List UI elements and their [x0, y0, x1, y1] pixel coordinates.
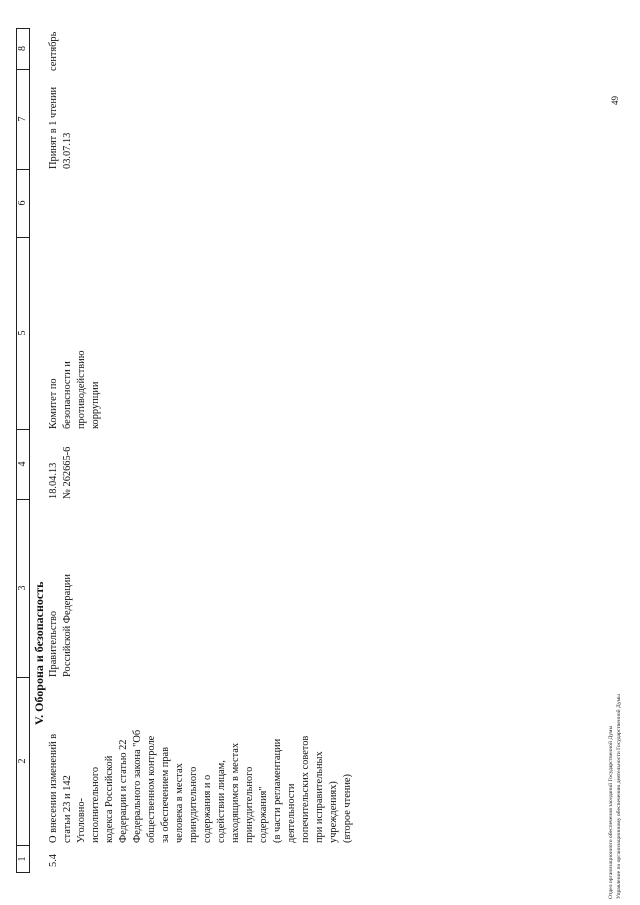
header-col-8: 8	[17, 28, 29, 70]
initiator-line: Правительство	[48, 610, 59, 677]
bill-title-line: Федерации и статью 22	[118, 739, 129, 843]
bill-title-line: содержания"	[258, 786, 269, 843]
bill-title-line: человека в местах	[174, 763, 185, 843]
status-line: Принят в 1 чтении	[48, 86, 59, 169]
bill-title-line: находящимся в местах	[230, 742, 241, 843]
header-col-7: 7	[17, 69, 29, 170]
header-col-1: 1	[17, 856, 28, 862]
header-col-4: 4	[17, 429, 29, 500]
initiator	[47, 574, 75, 677]
bill-title-line: принудительного	[188, 766, 199, 843]
bill-title-line: деятельности	[286, 783, 297, 843]
header-col-2: 2	[17, 677, 29, 846]
bill-title	[47, 730, 355, 843]
table-header	[16, 28, 30, 873]
bill-title-line: при исправительных	[314, 751, 325, 843]
bill-title-line: за обеспечением прав	[160, 746, 171, 843]
row-number: 5.4	[48, 854, 59, 867]
bill-title-line: статьи 23 и 142	[62, 775, 73, 843]
bill-title-line: исполнительного	[90, 766, 101, 843]
footer-line-1: Отдел организационного обеспечения заседаний Государственной Думы	[608, 725, 614, 899]
bill-title-line: принудительного	[244, 766, 255, 843]
bill-title-line: (второе чтение)	[342, 773, 353, 843]
submission-date-line: 18.04.13	[48, 462, 59, 499]
header-col-6: 6	[17, 169, 29, 238]
initiator-line: Российской Федерации	[62, 574, 73, 677]
header-col-5: 5	[17, 237, 29, 430]
bill-title-line: (в части регламентации	[272, 738, 283, 843]
committee-line: коррупции	[90, 381, 101, 429]
committee-line: Комитет по	[48, 378, 59, 429]
bill-title-line: общественном контроле	[146, 735, 157, 843]
page-number: 49	[610, 96, 620, 105]
submission-date-line: № 262665-6	[62, 446, 73, 499]
status	[47, 87, 75, 169]
bill-title-line: Уголовно-	[76, 797, 87, 843]
footer-line-2: Управление по организационному обеспечению деятельности Государственной Думы	[616, 694, 622, 899]
committee-line: безопасности и	[62, 361, 73, 429]
bill-title-line: попечительских советов	[300, 735, 311, 843]
bill-title-line: учреждениях)	[328, 781, 339, 843]
committee-line: противодействию	[76, 350, 87, 429]
bill-title-line: О внесении изменений в	[48, 733, 59, 843]
status-line: 03.07.13	[62, 132, 73, 169]
bill-title-line: содействии лицам,	[216, 760, 227, 843]
header-col-3: 3	[17, 499, 29, 678]
planned-month: сентябрь	[48, 31, 59, 71]
bill-title-line: Федерального закона "Об	[132, 729, 143, 843]
section-title: V. Оборона и безопасность	[32, 581, 46, 725]
submission-date	[47, 447, 75, 499]
responsible-committee	[47, 351, 103, 430]
bill-title-line: содержания и о	[202, 774, 213, 843]
bill-title-line: кодекса Российской	[104, 755, 115, 843]
